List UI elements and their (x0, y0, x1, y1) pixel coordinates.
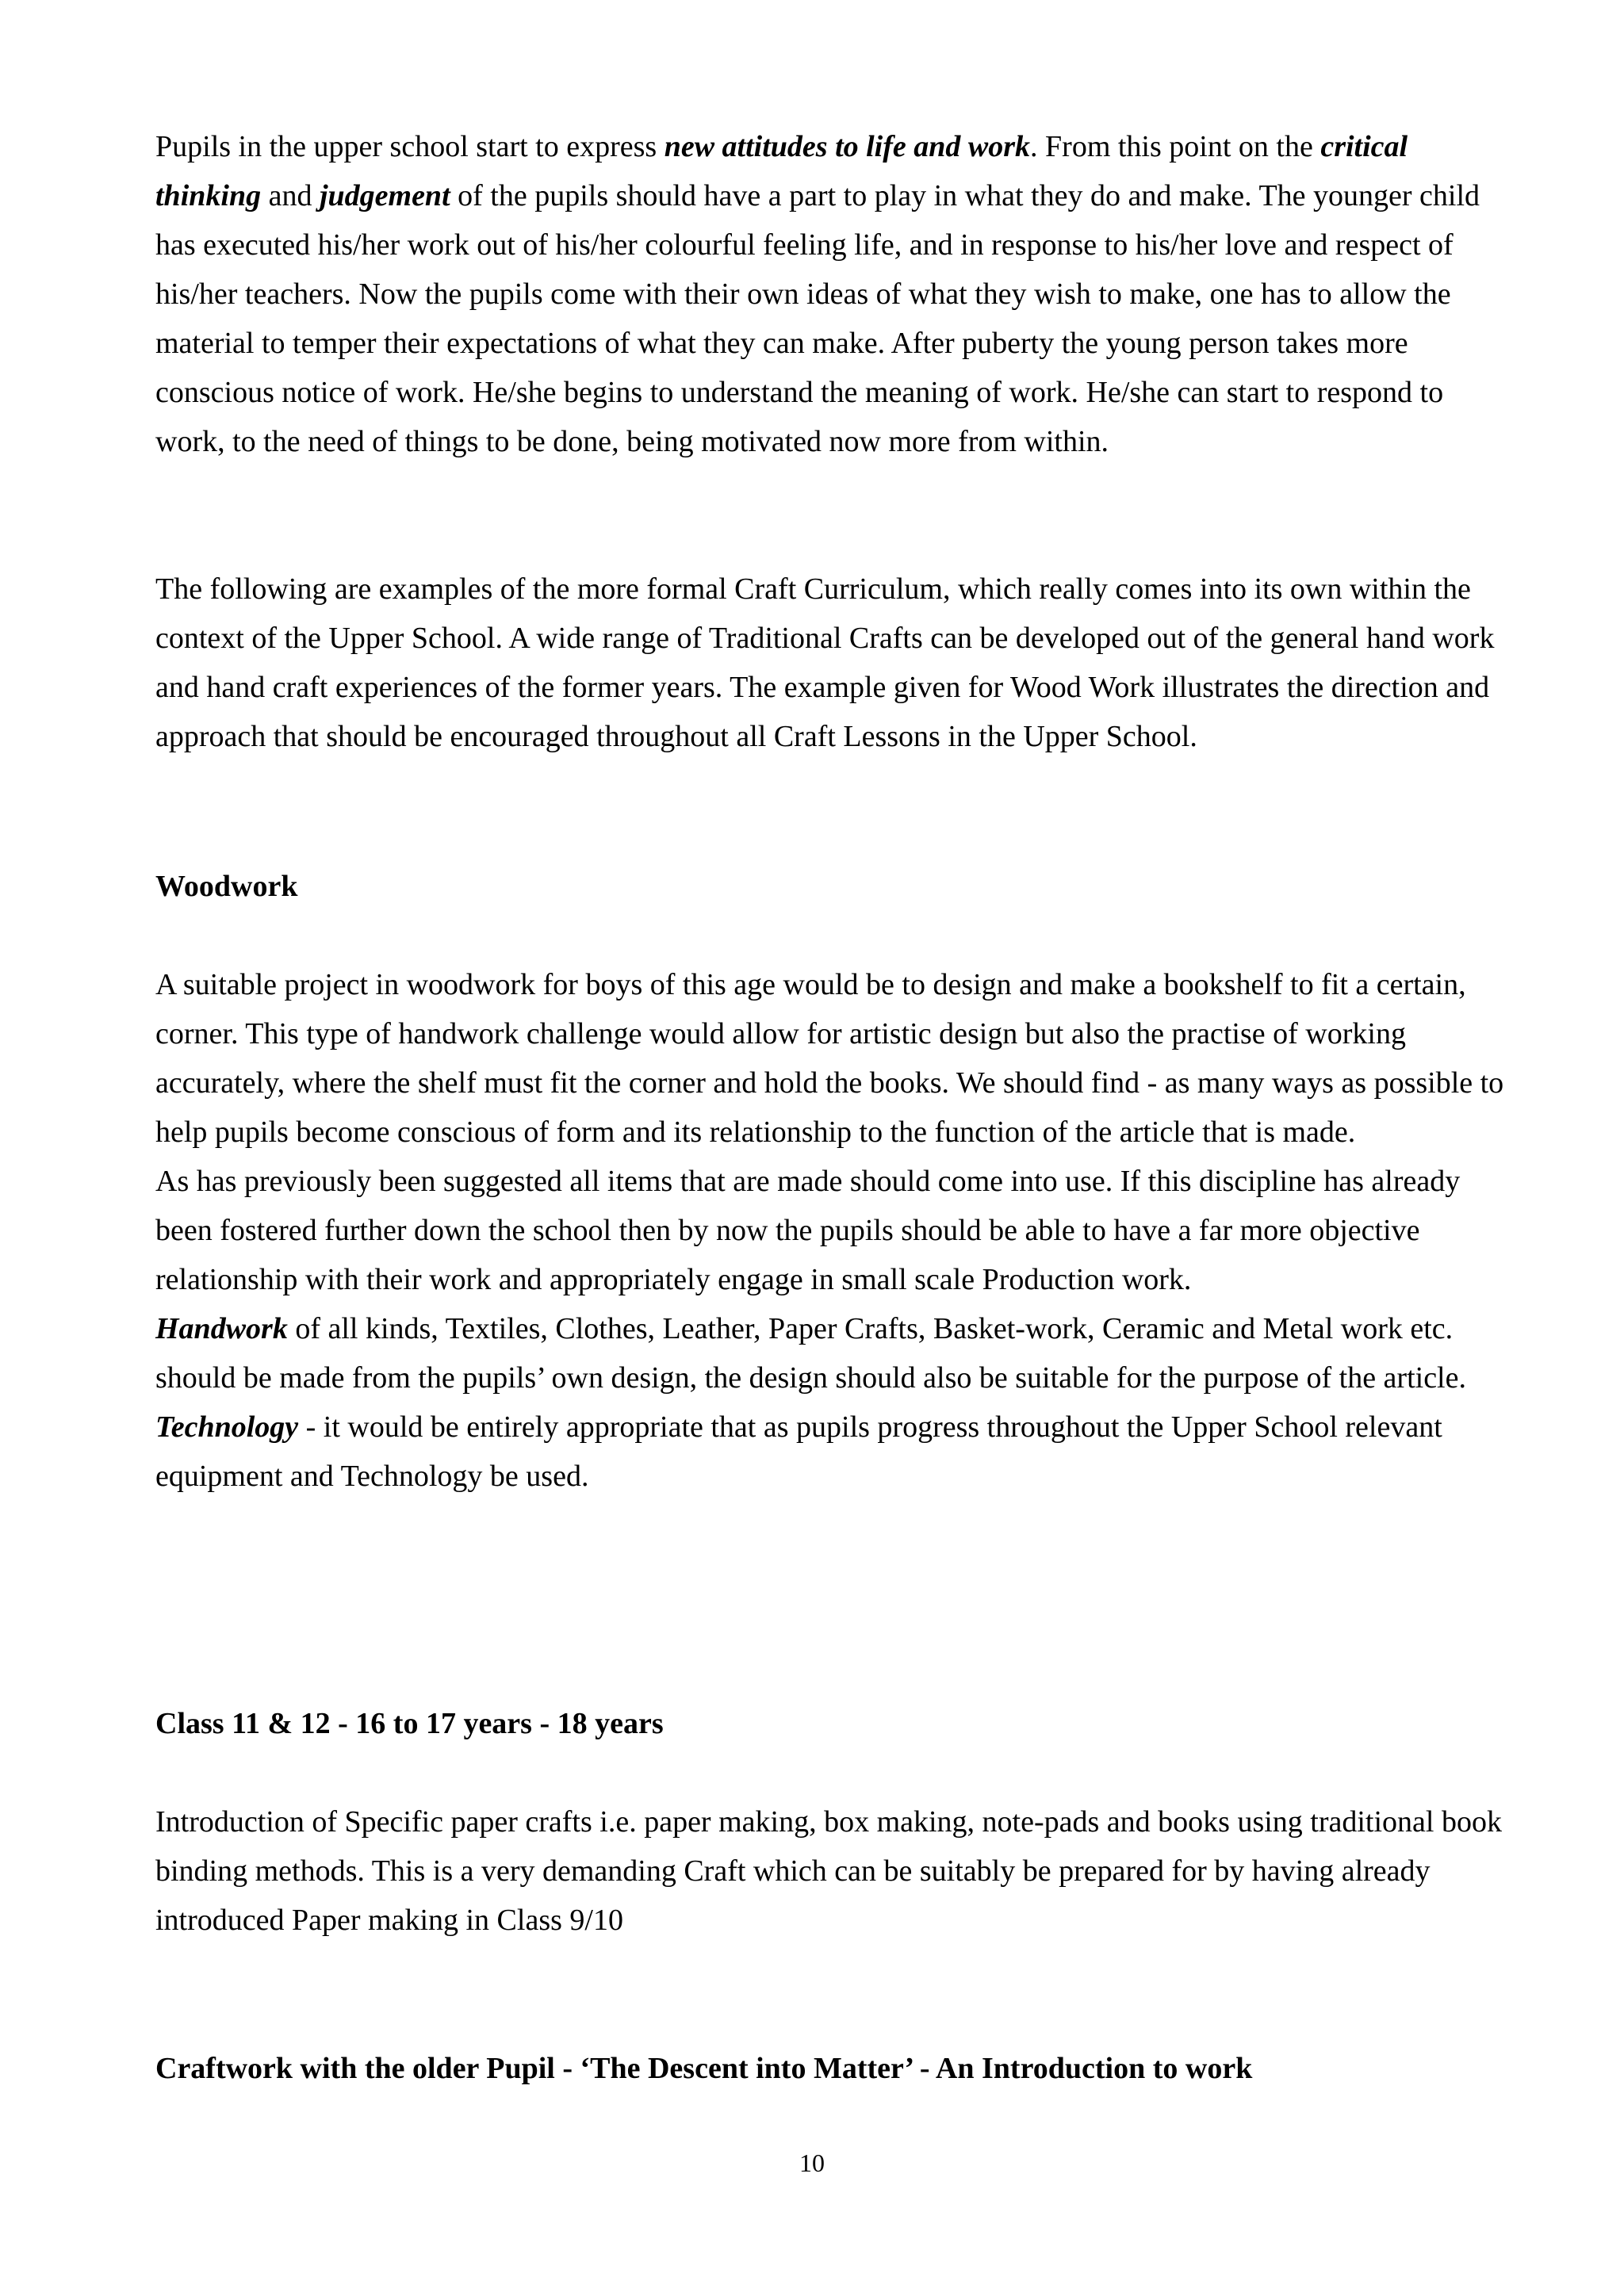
intro-run: of the pupils should have a part to play in what they do and make. The younger child has executed his/her work out of his/her colourful feeling life, and in response to his/her love and respect of his/her teachers. Now the pupils come with their own ideas of what they wish to make, one has to allow the material to temper their expectations of what they can make. After puberty the young person takes more conscious notice of work. He/she begins to understand the meaning of work. He/she can start to respond to work, to the need of things to be done, being motivated now more from within. (155, 179, 1480, 458)
critical-thinking-emphasis: critical thinking (155, 130, 1408, 212)
formal-craft-text: The following are examples of the more formal Craft Curriculum, which really comes into its own within the context of the Upper School. A wide range of Traditional Crafts can be developed out of the general hand work and hand craft experiences of the former years. The example given for Wood Work illustrates the direction and approach that should be encouraged throughout all Craft Lessons in the Upper School. (155, 572, 1495, 753)
technology-paragraph (155, 1402, 1511, 1501)
new-attitudes-emphasis: new attitudes to life and work (664, 130, 1031, 163)
woodwork-heading-block (155, 862, 1511, 911)
class-11-12-heading-block (155, 1699, 1511, 1748)
class-11-12-section (155, 1797, 1511, 1945)
technology-text: - it would be entirely appropriate that as pupils progress throughout the Upper School relevant equipment and Technology be used. (155, 1410, 1442, 1493)
formal-craft-paragraph (155, 564, 1511, 761)
handwork-paragraph (155, 1304, 1511, 1402)
judgement-emphasis: judgement (319, 179, 450, 212)
woodwork-section (155, 960, 1511, 1501)
woodwork-heading: Woodwork (155, 870, 298, 903)
intro-run: . From this point on the (1030, 130, 1321, 163)
intro-paragraph (155, 122, 1511, 466)
handwork-text: of all kinds, Textiles, Clothes, Leather, Paper Crafts, Basket-work, Ceramic and Metal work etc. should be made from the pupils’ own design, the design should also be suitable for the purpose of the article. (155, 1312, 1466, 1395)
craftwork-heading-block (155, 2044, 1511, 2093)
technology-label: Technology (155, 1410, 299, 1444)
woodwork-paragraph-2: As has previously been suggested all items that are made should come into use. If this discipline has already been fostered further down the school then by now the pupils should be able to have a far more objective relationship with their work and appropriately engage in small scale Production work. (155, 1165, 1461, 1296)
handwork-label: Handwork (155, 1312, 288, 1345)
intro-run: and (261, 179, 320, 212)
intro-text (155, 122, 1511, 466)
intro-run: Pupils in the upper school start to express (155, 130, 665, 163)
craftwork-heading: Craftwork with the older Pupil - ‘The Descent into Matter’ - An Introduction to work (155, 2052, 1253, 2085)
woodwork-paragraph-1: A suitable project in woodwork for boys of this age would be to design and make a bookshelf to fit a certain, corner. This type of handwork challenge would allow for artistic design but also the practise of working accurately, where the shelf must fit the corner and hold the books. We should find - as many ways as possible to help pupils become conscious of form and its relationship to the function of the article that is made. (155, 968, 1504, 1149)
class-11-12-heading: Class 11 & 12 - 16 to 17 years - 18 years (155, 1707, 664, 1740)
page-number: 10 (799, 2149, 825, 2177)
class-11-12-paragraph: Introduction of Specific paper crafts i.e. paper making, box making, note-pads and books using traditional book binding methods. This is a very demanding Craft which can be suitably be prepared for by having already introduced Paper making in Class 9/10 (155, 1805, 1502, 1937)
